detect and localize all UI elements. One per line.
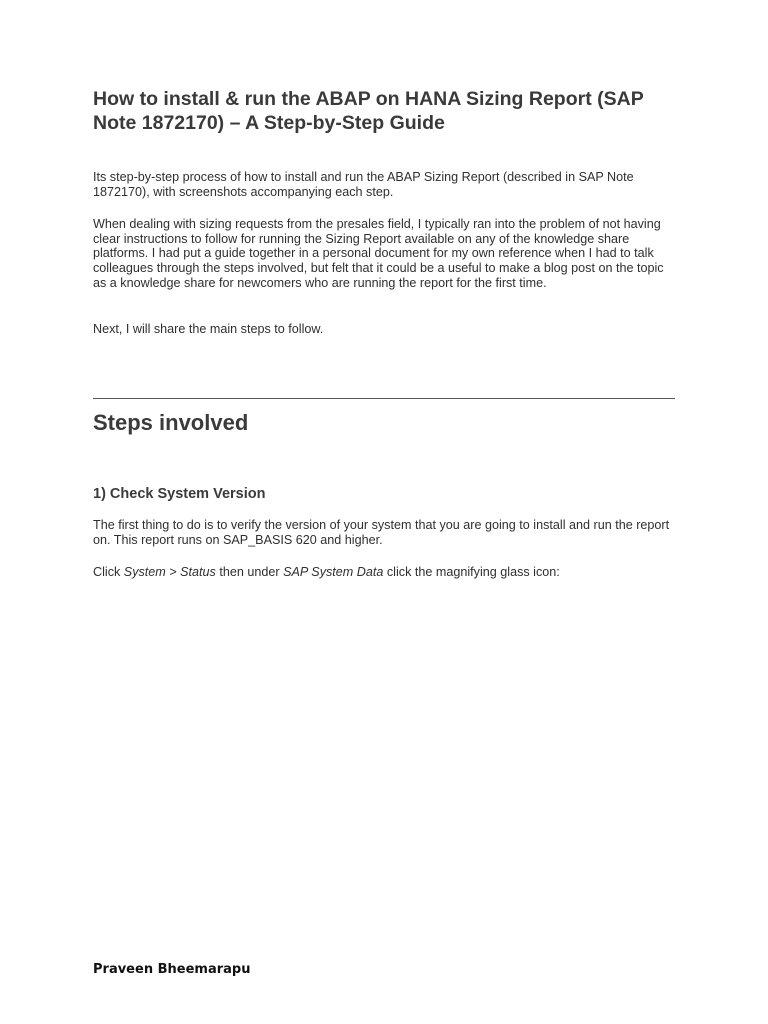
intro-paragraph-3: Next, I will share the main steps to follow. [93,322,324,336]
document-page [93,0,675,1024]
instruction-text-end: click the magnifying glass icon: [383,565,560,579]
section-divider [93,398,675,399]
document-title: How to install & run the ABAP on HANA Sizing Report (SAP Note 1872170) – A Step-by-Step Guide [93,88,644,134]
instruction-menu-path: System > Status [123,565,216,579]
section-heading-steps: Steps involved [93,410,249,435]
intro-paragraph-2: When dealing with sizing requests from the presales field, I typically ran into the problem of not having clear instructions to follow for running the Sizing Report available on any of the knowledge share platforms. I had put a guide together in a personal document for my own reference when I had to talk colleagues through the steps involved, but felt that it could be a useful to make a blog post on the topic as a knowledge share for newcomers who are running the report for the first time. [93,217,664,290]
step-1-instruction [93,565,675,580]
intro-paragraph-1: Its step-by-step process of how to install and run the ABAP Sizing Report (described in SAP Note 1872170), with screenshots accompanying each step. [93,170,634,199]
step-1-paragraph: The first thing to do is to verify the version of your system that you are going to install and run the report on. This report runs on SAP_BASIS 620 and higher. [93,518,670,547]
instruction-section-name: SAP System Data [283,565,384,579]
footer-author-name: Praveen Bheemarapu [93,962,251,977]
instruction-text-click: Click [93,565,124,579]
instruction-text-then-under: then under [215,565,284,579]
step-1-heading: 1) Check System Version [93,486,266,502]
